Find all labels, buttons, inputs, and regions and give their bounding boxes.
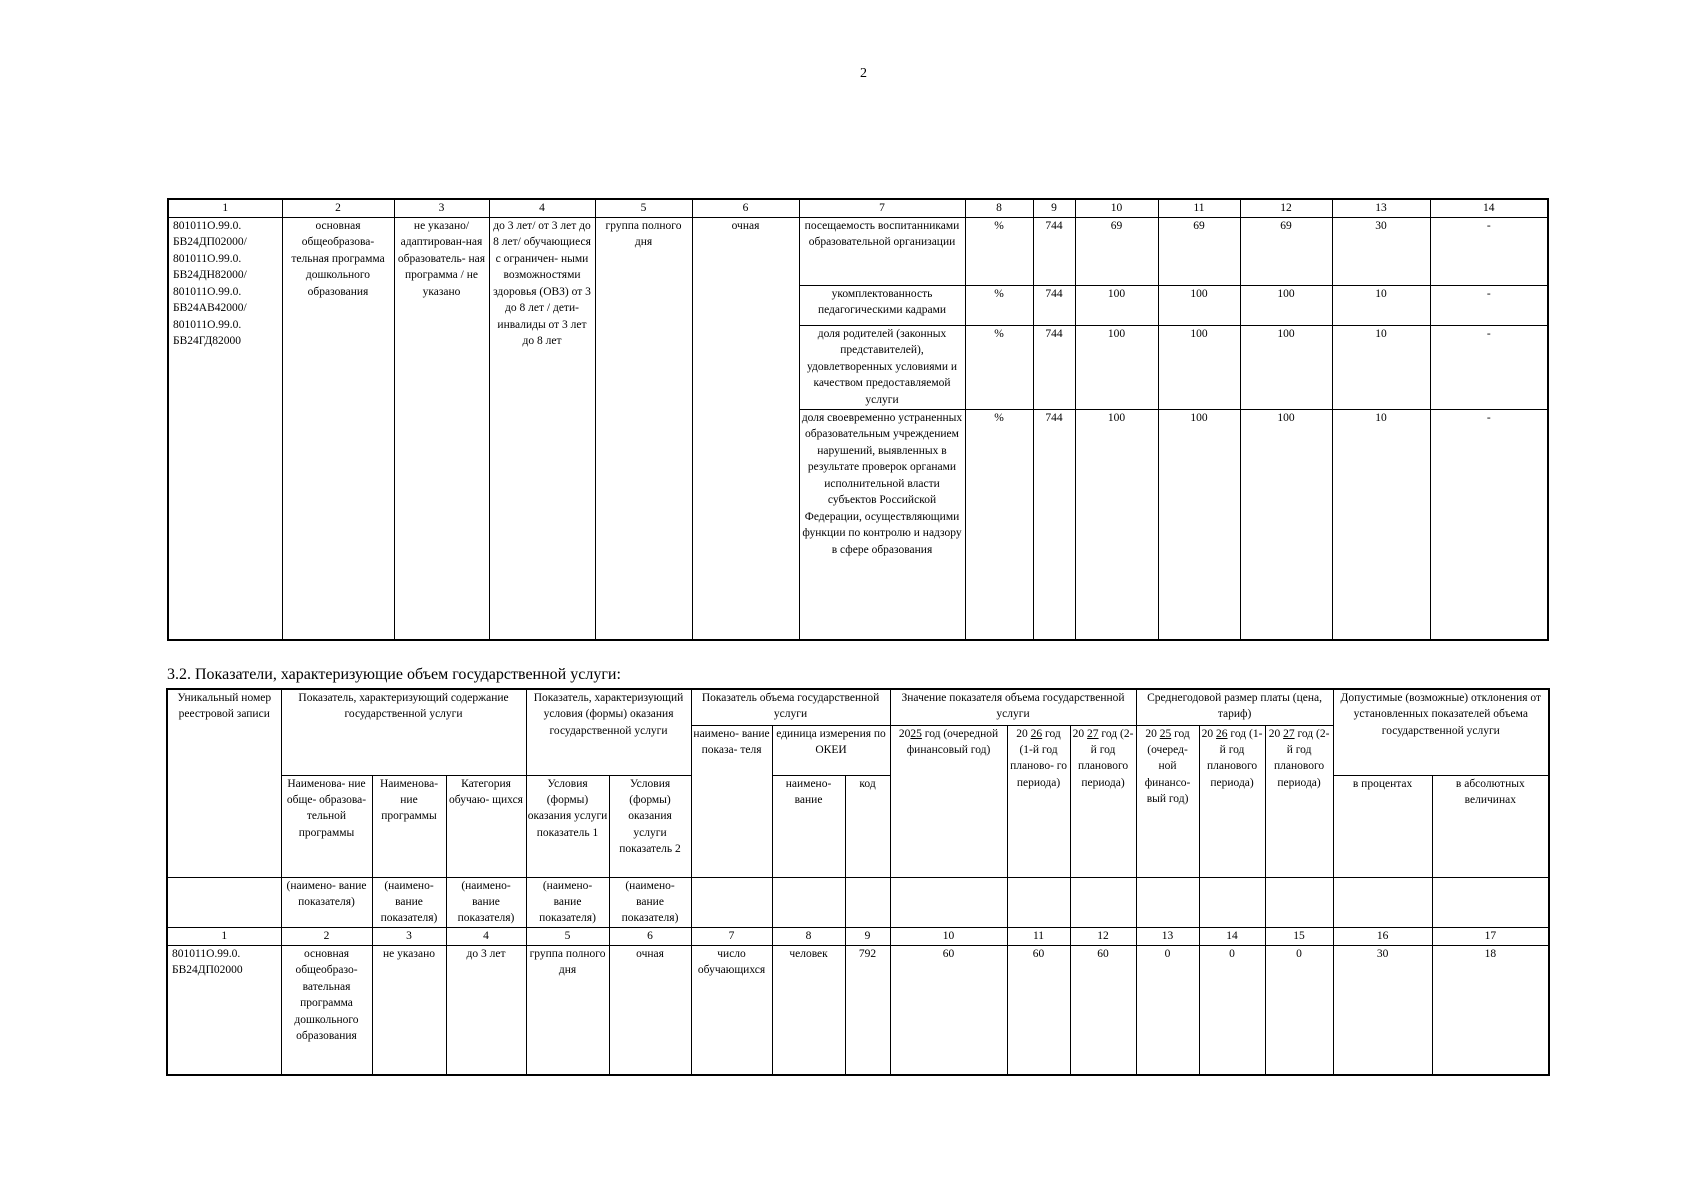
col-number: 16 [1333,927,1432,945]
col-number: 10 [1075,199,1158,218]
unit-code-cell: 744 [1033,326,1075,410]
header-blank [1333,877,1432,927]
col-number: 7 [799,199,965,218]
condition-1-cell: группа полного дня [595,218,692,640]
unit-cell: % [965,218,1033,286]
header-indicator-label: (наимено- вание показателя) [526,877,609,927]
deviation-percent-cell: 10 [1332,326,1430,410]
col-number: 5 [595,199,692,218]
header-row [167,689,1549,725]
header-sub-category: Категория обучаю- щихся [446,775,526,877]
unit-code-cell: 744 [1033,286,1075,326]
col-number: 9 [845,927,890,945]
header-indicator-label: (наимено- вание показателя) [446,877,526,927]
header-blank [1432,877,1549,927]
header-value: Значение показателя объема государственной услуги [890,689,1136,725]
col-number: 12 [1070,927,1136,945]
registry-number-cell: 801011О.99.0. БВ24ДП02000 [167,945,281,1075]
program-name-cell: не указано [372,945,446,1075]
header-year-2-prefix: 20 [1016,727,1028,740]
header-unit-code: код [845,775,890,877]
col-number: 11 [1158,199,1240,218]
program-cell: основная общеобразова- тельная программа дошкольного образования [282,218,394,640]
col-number: 8 [965,199,1033,218]
value-year-2-cell: 100 [1158,286,1240,326]
quality-indicators-table [167,198,1549,641]
indicator-name-cell: посещаемость воспитанниками образовательной организации [799,218,965,286]
header-fee-year-3 [1265,725,1333,877]
value-year-1-cell: 100 [1075,410,1158,640]
header-unit: единица измерения по ОКЕИ [772,725,890,775]
indicator-name-cell: доля родителей (законных представителей), удовлетворенных условиями и качеством предоставляемой услуги [799,326,965,410]
value-year-2-cell: 69 [1158,218,1240,286]
condition-1-cell: группа полного дня [526,945,609,1075]
header-fee-year-1 [1136,725,1199,877]
header-fee-year-2-digits: 26 [1216,727,1228,740]
header-registry: Уникальный номер реестровой записи [167,689,281,877]
value-year-2-cell: 100 [1158,326,1240,410]
header-row [167,877,1549,927]
col-number: 7 [691,927,772,945]
col-number: 12 [1240,199,1332,218]
col-number: 4 [489,199,595,218]
value-year-1-cell: 100 [1075,326,1158,410]
condition-2-cell: очная [609,945,691,1075]
col-number: 6 [692,199,799,218]
col-number: 2 [281,927,372,945]
volume-indicator-cell: число обучающихся [691,945,772,1075]
header-sub-program: Наименова- ние обще- образова- тельной программы [281,775,372,877]
col-number: 3 [372,927,446,945]
header-fee-year-1-prefix: 20 [1145,727,1157,740]
header-deviation-absolute: в абсолютных величинах [1432,775,1549,877]
col-number: 14 [1430,199,1548,218]
unit-code-cell: 744 [1033,218,1075,286]
header-indicator-label: (наимено- вание показателя) [609,877,691,927]
column-number-row [167,927,1549,945]
header-blank [1070,877,1136,927]
deviation-absolute-cell: - [1430,326,1548,410]
header-fee: Среднегодовой размер платы (цена, тариф) [1136,689,1333,725]
header-content: Показатель, характеризующий содержание государственной услуги [281,689,526,775]
unit-cell: % [965,410,1033,640]
value-year-1-cell: 69 [1075,218,1158,286]
col-number: 13 [1136,927,1199,945]
col-number: 5 [526,927,609,945]
header-deviation-percent: в процентах [1333,775,1432,877]
header-year-1-prefix: 20 [898,727,911,740]
page-number: 2 [860,66,867,81]
volume-indicators-table [166,688,1550,1076]
col-number: 14 [1199,927,1265,945]
value-year-2-cell: 60 [1007,945,1070,1075]
deviation-absolute-cell: - [1430,410,1548,640]
unit-cell: % [965,286,1033,326]
header-sub-condition-2: Условия (формы) оказания услуги показатель 2 [609,775,691,877]
deviation-percent-cell: 30 [1333,945,1432,1075]
value-year-3-cell: 100 [1240,286,1332,326]
col-number: 1 [167,927,281,945]
col-number: 13 [1332,199,1430,218]
deviation-absolute-cell: - [1430,218,1548,286]
col-number: 15 [1265,927,1333,945]
condition-2-cell: очная [692,218,799,640]
header-fee-year-2-label: год (1-й год планового периода) [1206,727,1263,789]
header-blank [1007,877,1070,927]
deviation-absolute-cell: 18 [1432,945,1549,1075]
col-number: 4 [446,927,526,945]
header-row [167,775,1549,877]
header-blank [845,877,890,927]
col-number: 9 [1033,199,1075,218]
unit-name-cell: человек [772,945,845,1075]
header-year-2 [1007,725,1070,877]
header-year-2-label: год (1-й год планово- го периода) [1010,727,1067,789]
header-fee-year-2 [1199,725,1265,877]
unit-code-cell: 744 [1033,410,1075,640]
registry-number-cell: 801011О.99.0. БВ24ДП02000/ 801011О.99.0. БВ24ДН82000/ 801011О.99.0. БВ24АВ42000/ 801011О.99.0. БВ24ГД82000 [168,218,282,640]
header-unit-name: наимено- вание [772,775,845,877]
fee-year-1-cell: 0 [1136,945,1199,1075]
column-number-row [168,199,1548,218]
header-blank [1136,877,1199,927]
header-year-1-digits: 25 [910,727,922,740]
header-volume: Показатель объема государственной услуги [691,689,890,725]
header-year-1-label: год (очередной финансовый год) [906,727,999,756]
col-number: 6 [609,927,691,945]
header-blank [772,877,845,927]
header-blank [1265,877,1333,927]
header-blank [1199,877,1265,927]
header-year-2-digits: 26 [1030,727,1043,740]
header-year-3-label: год (2-й год планового периода) [1077,727,1134,789]
fee-year-2-cell: 0 [1199,945,1265,1075]
value-year-1-cell: 60 [890,945,1007,1075]
header-sub-program-name: Наименова- ние программы [372,775,446,877]
section-title: 3.2. Показатели, характеризующие объем государственной услуги: [167,666,621,683]
deviation-absolute-cell: - [1430,286,1548,326]
table-row [168,218,1548,286]
header-fee-year-3-label: год (2-й год планового периода) [1273,727,1330,789]
program-cell: основная общеобразо- вательная программа дошкольного образования [281,945,372,1075]
header-indicator-label: (наимено- вание показателя) [372,877,446,927]
col-number: 17 [1432,927,1549,945]
header-fee-year-2-prefix: 20 [1201,727,1214,740]
indicator-name-cell: доля своевременно устраненных образовательным учреждением нарушений, выявленных в результате проверок органами исполнительной власти субъектов Российской Федерации, осуществляющими функции по контролю и надзору в сфере образования [799,410,965,640]
deviation-percent-cell: 10 [1332,410,1430,640]
col-number: 11 [1007,927,1070,945]
deviation-percent-cell: 10 [1332,286,1430,326]
table-row [167,945,1549,1075]
unit-cell: % [965,326,1033,410]
header-volume-name: наимено- вание показа- теля [691,725,772,877]
header-conditions: Показатель, характеризующий условия (формы) оказания государственной услуги [526,689,691,775]
category-cell: до 3 лет/ от 3 лет до 8 лет/ обучающиеся с ограничен- ными возможностями здоровья (ОВЗ) от 3 до 8 лет / дети-инвалиды от 3 лет до 8 лет [489,218,595,640]
header-blank [890,877,1007,927]
header-sub-condition-1: Условия (формы) оказания услуги показатель 1 [526,775,609,877]
value-year-1-cell: 100 [1075,286,1158,326]
header-indicator-label: (наимено- вание показателя) [281,877,372,927]
deviation-percent-cell: 30 [1332,218,1430,286]
header-fee-year-3-prefix: 20 [1268,727,1281,740]
value-year-3-cell: 100 [1240,326,1332,410]
col-number: 10 [890,927,1007,945]
fee-year-3-cell: 0 [1265,945,1333,1075]
category-cell: до 3 лет [446,945,526,1075]
header-blank [691,877,772,927]
header-year-3-digits: 27 [1087,727,1099,740]
value-year-3-cell: 60 [1070,945,1136,1075]
unit-code-cell: 792 [845,945,890,1075]
header-fee-year-1-label: год (очеред- ной финансо- вый год) [1144,727,1191,806]
col-number: 2 [282,199,394,218]
header-fee-year-3-digits: 27 [1283,727,1295,740]
value-year-2-cell: 100 [1158,410,1240,640]
col-number: 3 [394,199,489,218]
header-deviation: Допустимые (возможные) отклонения от установленных показателей объема государственной услуги [1333,689,1549,775]
program-name-cell: не указано/ адаптирован-ная образователь- ная программа / не указано [394,218,489,640]
value-year-3-cell: 69 [1240,218,1332,286]
indicator-name-cell: укомплектованность педагогическими кадрами [799,286,965,326]
col-number: 8 [772,927,845,945]
header-year-1 [890,725,1007,877]
header-registry-continued [167,877,281,927]
value-year-3-cell: 100 [1240,410,1332,640]
header-fee-year-1-digits: 25 [1159,727,1172,740]
header-year-3-prefix: 20 [1072,727,1085,740]
col-number: 1 [168,199,282,218]
header-year-3 [1070,725,1136,877]
